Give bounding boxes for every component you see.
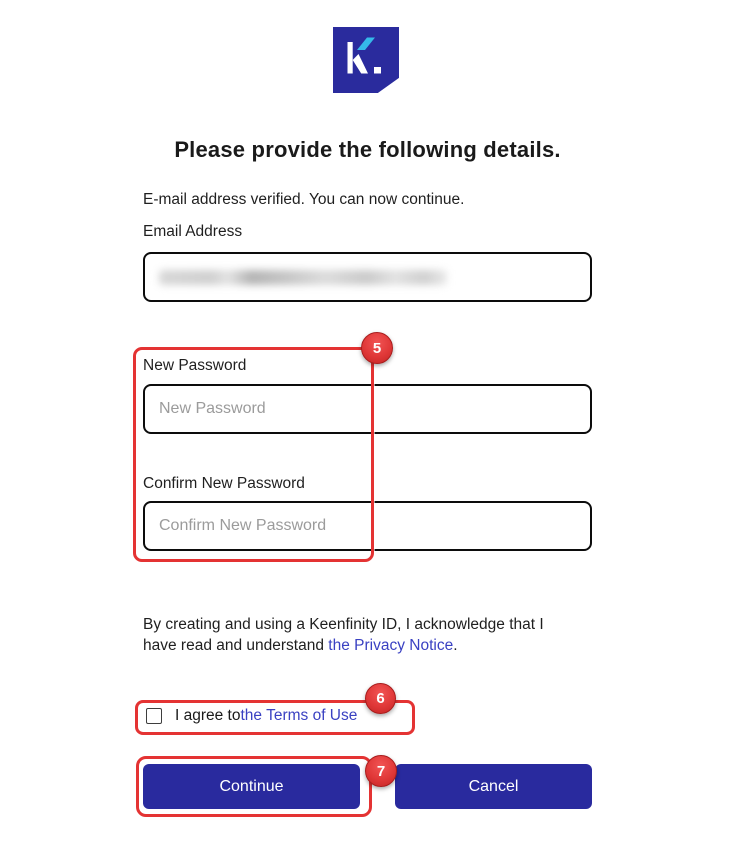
- annotation-badge-7: 7: [365, 755, 397, 787]
- annotation-badge-5: 5: [361, 332, 393, 364]
- continue-button[interactable]: Continue: [143, 764, 360, 809]
- email-verified-message: E-mail address verified. You can now continue.: [143, 191, 465, 208]
- legal-line1: By creating and using a Keenfinity ID, I acknowledge that I: [143, 616, 544, 633]
- agree-checkbox[interactable]: [146, 708, 162, 724]
- email-input[interactable]: [143, 252, 592, 302]
- legal-notice: [143, 614, 613, 656]
- legal-line2-prefix: have read and understand: [143, 637, 329, 654]
- terms-agreement-row: [146, 707, 357, 725]
- cancel-button[interactable]: Cancel: [395, 764, 592, 809]
- new-password-label: New Password: [143, 357, 247, 374]
- annotation-badge-6: 6: [365, 683, 396, 714]
- email-label: Email Address: [143, 223, 243, 240]
- logo-k-glyph: [333, 27, 399, 93]
- page-title: Please provide the following details.: [174, 137, 561, 162]
- legal-suffix: .: [453, 637, 458, 654]
- confirm-password-input[interactable]: [143, 501, 592, 551]
- redacted-email-value: [159, 270, 447, 285]
- privacy-notice-link[interactable]: the Privacy Notice: [328, 637, 454, 654]
- terms-of-use-link[interactable]: the Terms of Use: [240, 707, 358, 724]
- new-password-input[interactable]: [143, 384, 592, 434]
- confirm-password-label: Confirm New Password: [143, 475, 305, 492]
- keenfinity-logo-icon: [333, 27, 399, 93]
- agree-text: I agree to: [175, 707, 241, 724]
